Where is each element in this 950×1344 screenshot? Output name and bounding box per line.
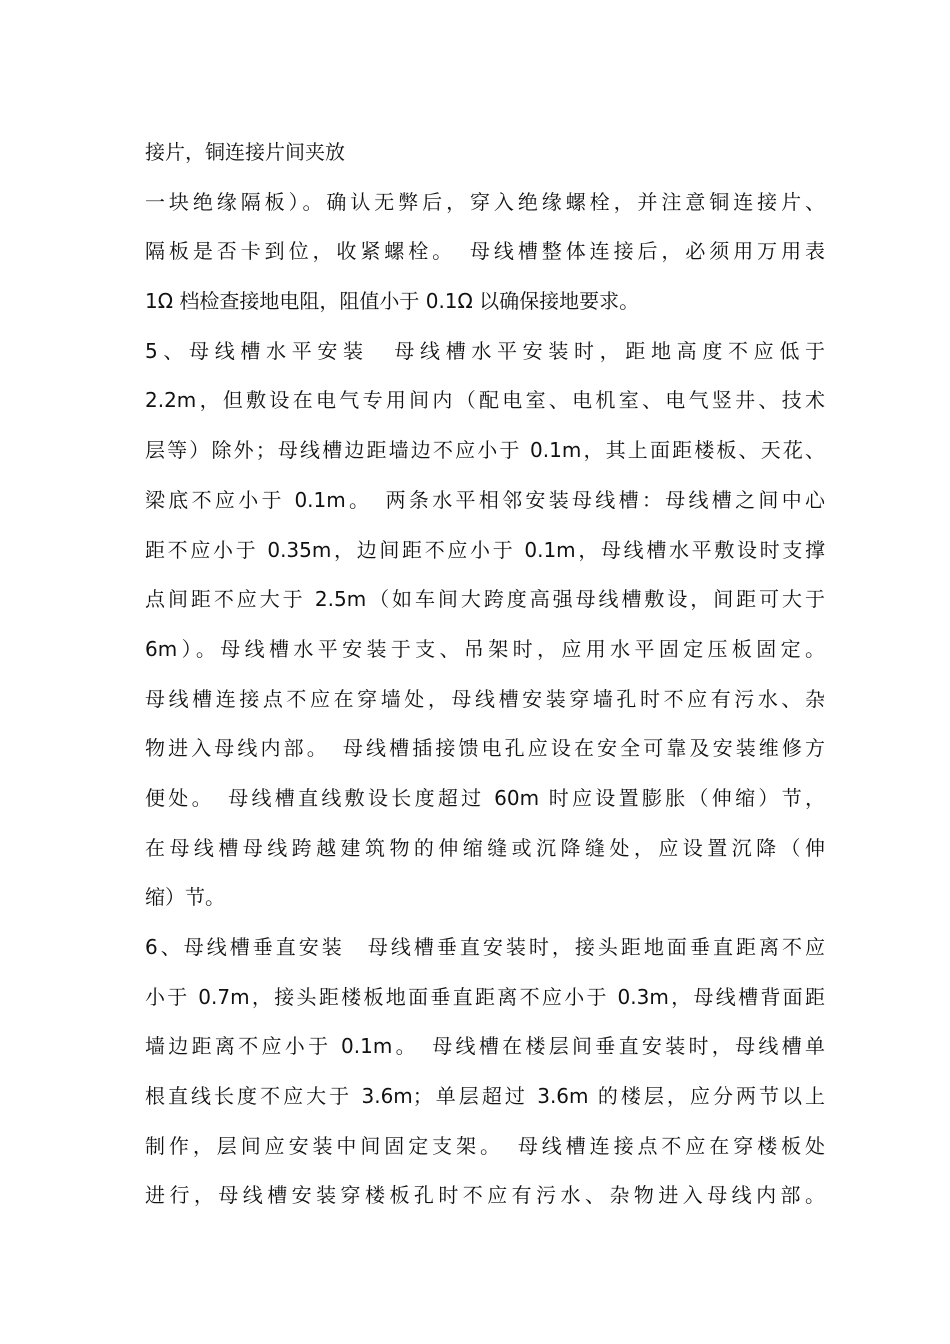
text-line: 根直线长度不应大于 3.6m；单层超过 3.6m 的楼层，应分两节以上	[145, 1084, 825, 1109]
text-line: 层等）除外；母线槽边距墙边不应小于 0.1m，其上面距楼板、天花、	[145, 438, 825, 463]
text-line: 隔板是否卡到位，收紧螺栓。 母线槽整体连接后，必须用万用表	[145, 239, 825, 264]
text-line: 便处。 母线槽直线敷设长度超过 60m 时应设置膨胀（伸缩）节，	[145, 785, 825, 810]
text-line: 进行，母线槽安装穿楼板孔时不应有污水、杂物进入母线内部。	[145, 1183, 825, 1208]
text-line: 距不应小于 0.35m，边间距不应小于 0.1m，母线槽水平敷设时支撑	[145, 537, 825, 562]
document-body	[145, 128, 825, 1221]
text-line: 缩）节。	[145, 885, 225, 910]
text-line: 接片，铜连接片间夹放	[145, 140, 345, 164]
text-line: 1Ω 档检查接地电阻，阻值小于 0.1Ω 以确保接地要求。	[145, 289, 640, 314]
text-line: 物进入母线内部。 母线槽插接馈电孔应设在安全可靠及安装维修方	[145, 736, 825, 761]
text-line: 小于 0.7m，接头距楼板地面垂直距离不应小于 0.3m，母线槽背面距	[145, 984, 825, 1009]
text-line: 点间距不应大于 2.5m（如车间大跨度高强母线槽敷设，间距可大于	[145, 587, 825, 612]
text-line: 制作，层间应安装中间固定支架。 母线槽连接点不应在穿楼板处	[145, 1133, 825, 1158]
text-line: 母线槽连接点不应在穿墙处，母线槽安装穿墙孔时不应有污水、杂	[145, 686, 825, 711]
text-line: 墙边距离不应小于 0.1m。 母线槽在楼层间垂直安装时，母线槽单	[145, 1034, 825, 1059]
section-heading-line: 5、母线槽水平安装 母线槽水平安装时，距地高度不应低于	[145, 338, 825, 363]
text-line: 2.2m，但敷设在电气专用间内（配电室、电机室、电气竖井、技术	[145, 388, 825, 413]
text-line: 梁底不应小于 0.1m。 两条水平相邻安装母线槽：母线槽之间中心	[145, 487, 825, 512]
text-line: 在母线槽母线跨越建筑物的伸缩缝或沉降缝处，应设置沉降（伸	[145, 835, 825, 860]
text-line: 一块绝缘隔板）。确认无弊后，穿入绝缘螺栓，并注意铜连接片、	[145, 189, 825, 214]
section-heading-line: 6、母线槽垂直安装 母线槽垂直安装时，接头距地面垂直距离不应	[145, 935, 825, 959]
text-line: 6m）。母线槽水平安装于支、吊架时，应用水平固定压板固定。	[145, 636, 825, 661]
